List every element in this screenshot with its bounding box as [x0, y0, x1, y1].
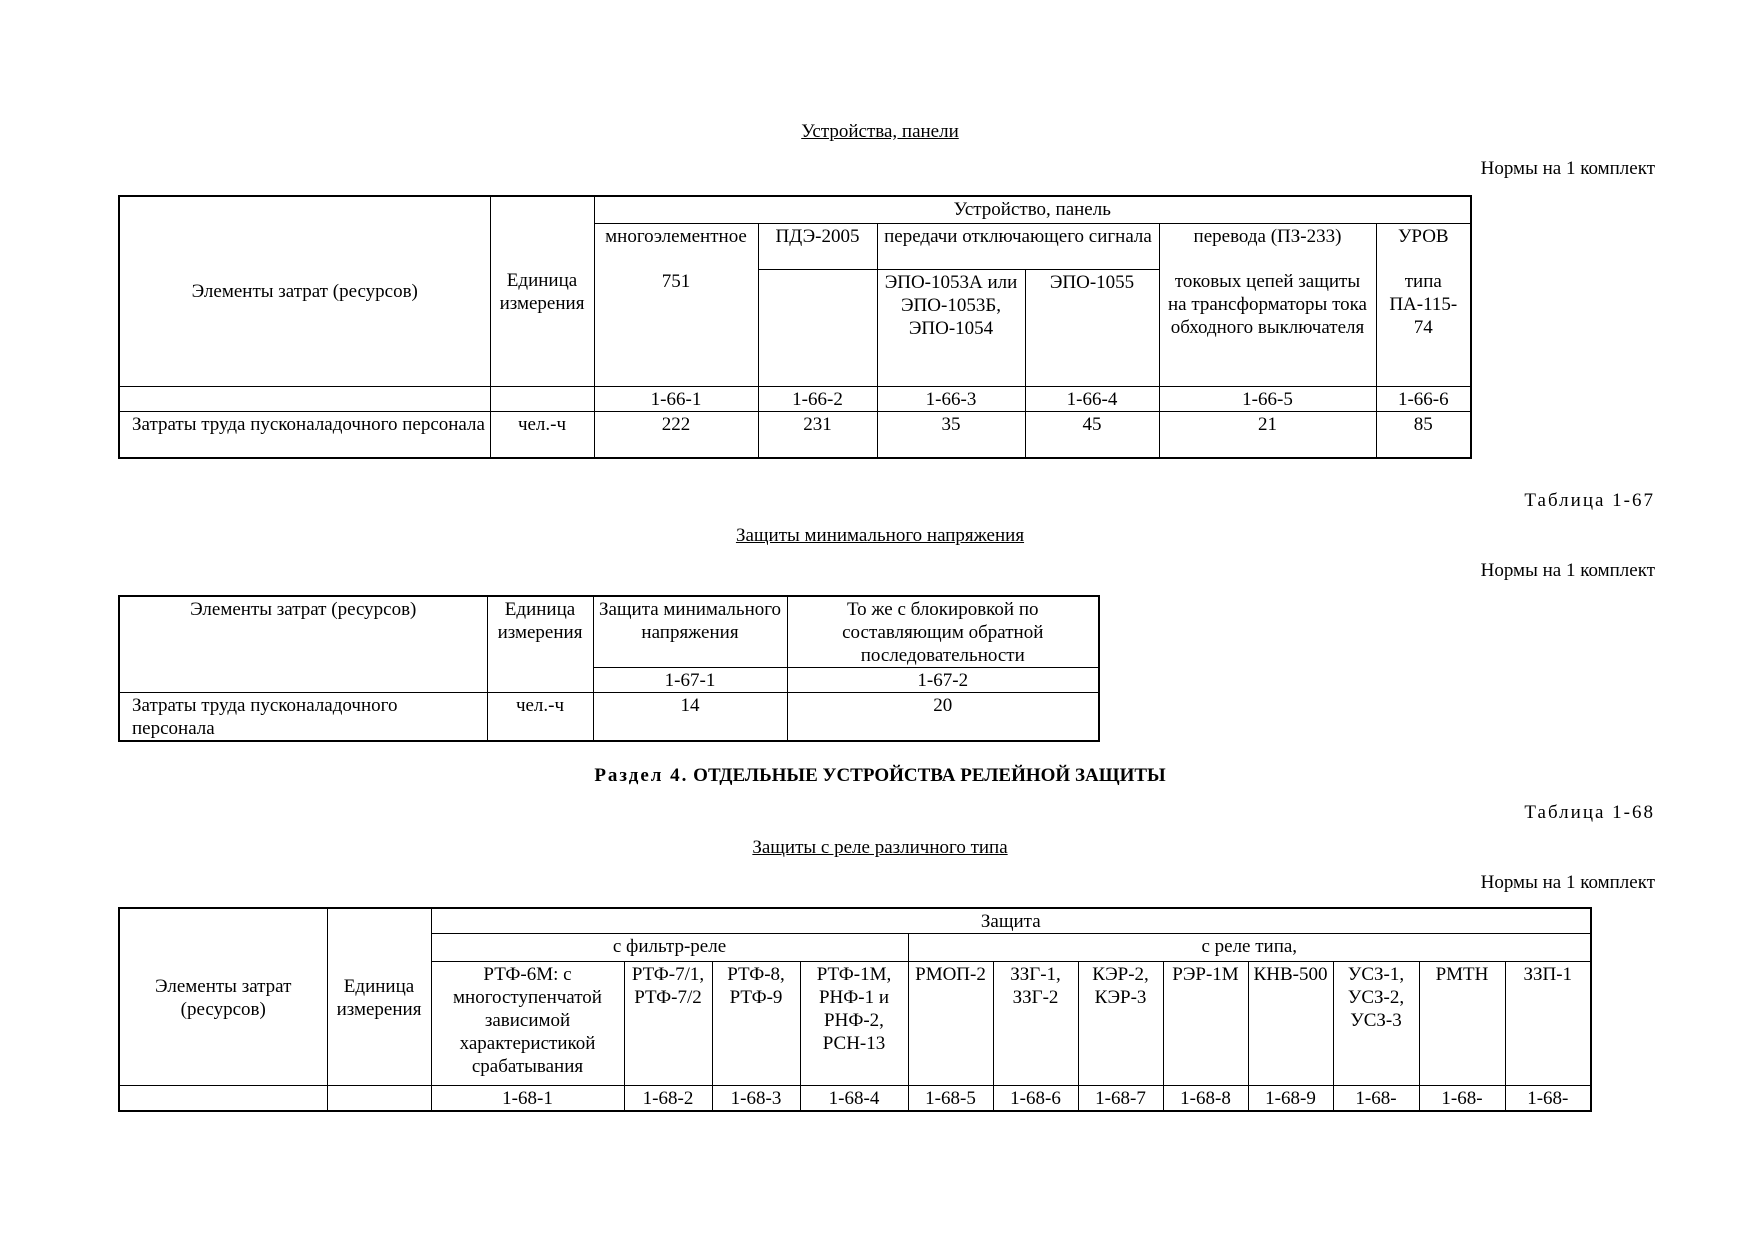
- type-header: РТФ-1М, РНФ-1 и РНФ-2, РСН-13: [800, 962, 908, 1086]
- row-label: Затраты труда пусконаладочного персонала: [119, 411, 490, 458]
- col-header-elements: Элементы затрат (ресурсов): [119, 196, 490, 386]
- subheader-empty: [758, 269, 877, 386]
- code-cell: 1-68-: [1505, 1086, 1591, 1112]
- code-cell: 1-68-8: [1163, 1086, 1248, 1112]
- subheader-tokovyh: токовых цепей защиты на трансформаторы тока обходного выключателя: [1159, 269, 1376, 386]
- norms-label-2: Нормы на 1 комплект: [1480, 560, 1655, 581]
- code-cell: 1-68-4: [800, 1086, 908, 1112]
- code-cell: 1-68-9: [1248, 1086, 1333, 1112]
- code-cell: 1-66-3: [877, 386, 1025, 411]
- table-1-67-title: Защиты минимального напряжения: [735, 525, 1025, 546]
- header-mnogo: многоэлементное: [594, 223, 758, 269]
- header-blokirovka: То же с блокировкой по составляющим обратной последовательности: [787, 596, 1099, 668]
- type-header: РТФ-7/1, РТФ-7/2: [624, 962, 712, 1086]
- code-cell: 1-66-6: [1376, 386, 1471, 411]
- table-label-1-68: Таблица 1-68: [1524, 802, 1655, 823]
- type-header: КНВ-500: [1248, 962, 1333, 1086]
- row-unit: чел.-ч: [487, 693, 593, 742]
- subheader-epo1053: ЭПО-1053А или ЭПО-1053Б, ЭПО-1054: [877, 269, 1025, 386]
- code-cell: 1-68-2: [624, 1086, 712, 1112]
- code-cell: 1-66-2: [758, 386, 877, 411]
- header-urov: УРОВ: [1376, 223, 1471, 269]
- group-header-filter-rele: с фильтр-реле: [431, 934, 908, 962]
- type-header: ЗЗП-1: [1505, 962, 1591, 1086]
- col-header-unit: Единица измерения: [327, 908, 431, 1086]
- value-cell: 222: [594, 411, 758, 458]
- code-cell: 1-67-1: [593, 668, 787, 693]
- table-1-66: [118, 195, 1472, 459]
- code-cell: 1-66-4: [1025, 386, 1159, 411]
- code-cell: 1-68-6: [993, 1086, 1078, 1112]
- subheader-tipa: типа ПА-115-74: [1376, 269, 1471, 386]
- col-header-elements: Элементы затрат (ресурсов): [119, 596, 487, 693]
- code-empty-2: [490, 386, 594, 411]
- col-header-elements: Элементы затрат (ресурсов): [119, 908, 327, 1086]
- subheader-751: 751: [594, 269, 758, 386]
- code-cell: 1-68-1: [431, 1086, 624, 1112]
- group-header-rele-tipa: с реле типа,: [908, 934, 1591, 962]
- code-cell: 1-66-1: [594, 386, 758, 411]
- type-header: РЭР-1М: [1163, 962, 1248, 1086]
- value-cell: 21: [1159, 411, 1376, 458]
- type-header: КЭР-2, КЭР-3: [1078, 962, 1163, 1086]
- type-header: РМОП-2: [908, 962, 993, 1086]
- value-cell: 35: [877, 411, 1025, 458]
- norms-label-3: Нормы на 1 комплект: [1480, 872, 1655, 893]
- header-pde: ПДЭ-2005: [758, 223, 877, 269]
- code-cell: 1-66-5: [1159, 386, 1376, 411]
- row-unit: чел.-ч: [490, 411, 594, 458]
- table-label-1-67: Таблица 1-67: [1524, 490, 1655, 511]
- value-cell: 14: [593, 693, 787, 742]
- section-label: Раздел 4.: [594, 765, 689, 786]
- value-cell: 45: [1025, 411, 1159, 458]
- code-cell: 1-68-3: [712, 1086, 800, 1112]
- code-cell: 1-68-5: [908, 1086, 993, 1112]
- header-perevoda: перевода (ПЗ-233): [1159, 223, 1376, 269]
- type-header: РТФ-8, РТФ-9: [712, 962, 800, 1086]
- type-header: РТФ-6М: с многоступенчатой зависимой характеристикой срабатывания: [431, 962, 624, 1086]
- table-1-68: [118, 907, 1592, 1112]
- subheader-epo1055: ЭПО-1055: [1025, 269, 1159, 386]
- value-cell: 20: [787, 693, 1099, 742]
- norms-label-1: Нормы на 1 комплект: [1480, 158, 1655, 179]
- table-1-68-title: Защиты с реле различного типа: [752, 837, 1008, 858]
- row-label: Затраты труда пусконаладочного персонала: [119, 693, 487, 742]
- header-zashchita-min: Защита минимального напряжения: [593, 596, 787, 668]
- code-cell: 1-68-7: [1078, 1086, 1163, 1112]
- code-cell: 1-68-: [1419, 1086, 1505, 1112]
- code-empty-2: [327, 1086, 431, 1112]
- table-row: [119, 411, 1471, 458]
- code-empty-1: [119, 1086, 327, 1112]
- type-header: ЗЗГ-1, ЗЗГ-2: [993, 962, 1078, 1086]
- table-row: [119, 693, 1099, 742]
- code-cell: 1-68-: [1333, 1086, 1419, 1112]
- header-peredachi: передачи отключающего сигнала: [877, 223, 1159, 269]
- table-1-67: [118, 595, 1100, 742]
- col-header-unit: Единица измерения: [487, 596, 593, 693]
- table-1-66-title: Устройства, панели: [801, 121, 959, 142]
- code-empty-1: [119, 386, 490, 411]
- section-title: ОТДЕЛЬНЫЕ УСТРОЙСТВА РЕЛЕЙНОЙ ЗАЩИТЫ: [693, 765, 1166, 786]
- type-header: УСЗ-1, УСЗ-2, УСЗ-3: [1333, 962, 1419, 1086]
- value-cell: 85: [1376, 411, 1471, 458]
- code-cell: 1-67-2: [787, 668, 1099, 693]
- col-header-unit: Единица измерения: [490, 196, 594, 386]
- group-header-device: Устройство, панель: [594, 196, 1471, 223]
- value-cell: 231: [758, 411, 877, 458]
- group-header-zashchita: Защита: [431, 908, 1591, 934]
- section-heading: [0, 765, 1755, 787]
- type-header: РМТН: [1419, 962, 1505, 1086]
